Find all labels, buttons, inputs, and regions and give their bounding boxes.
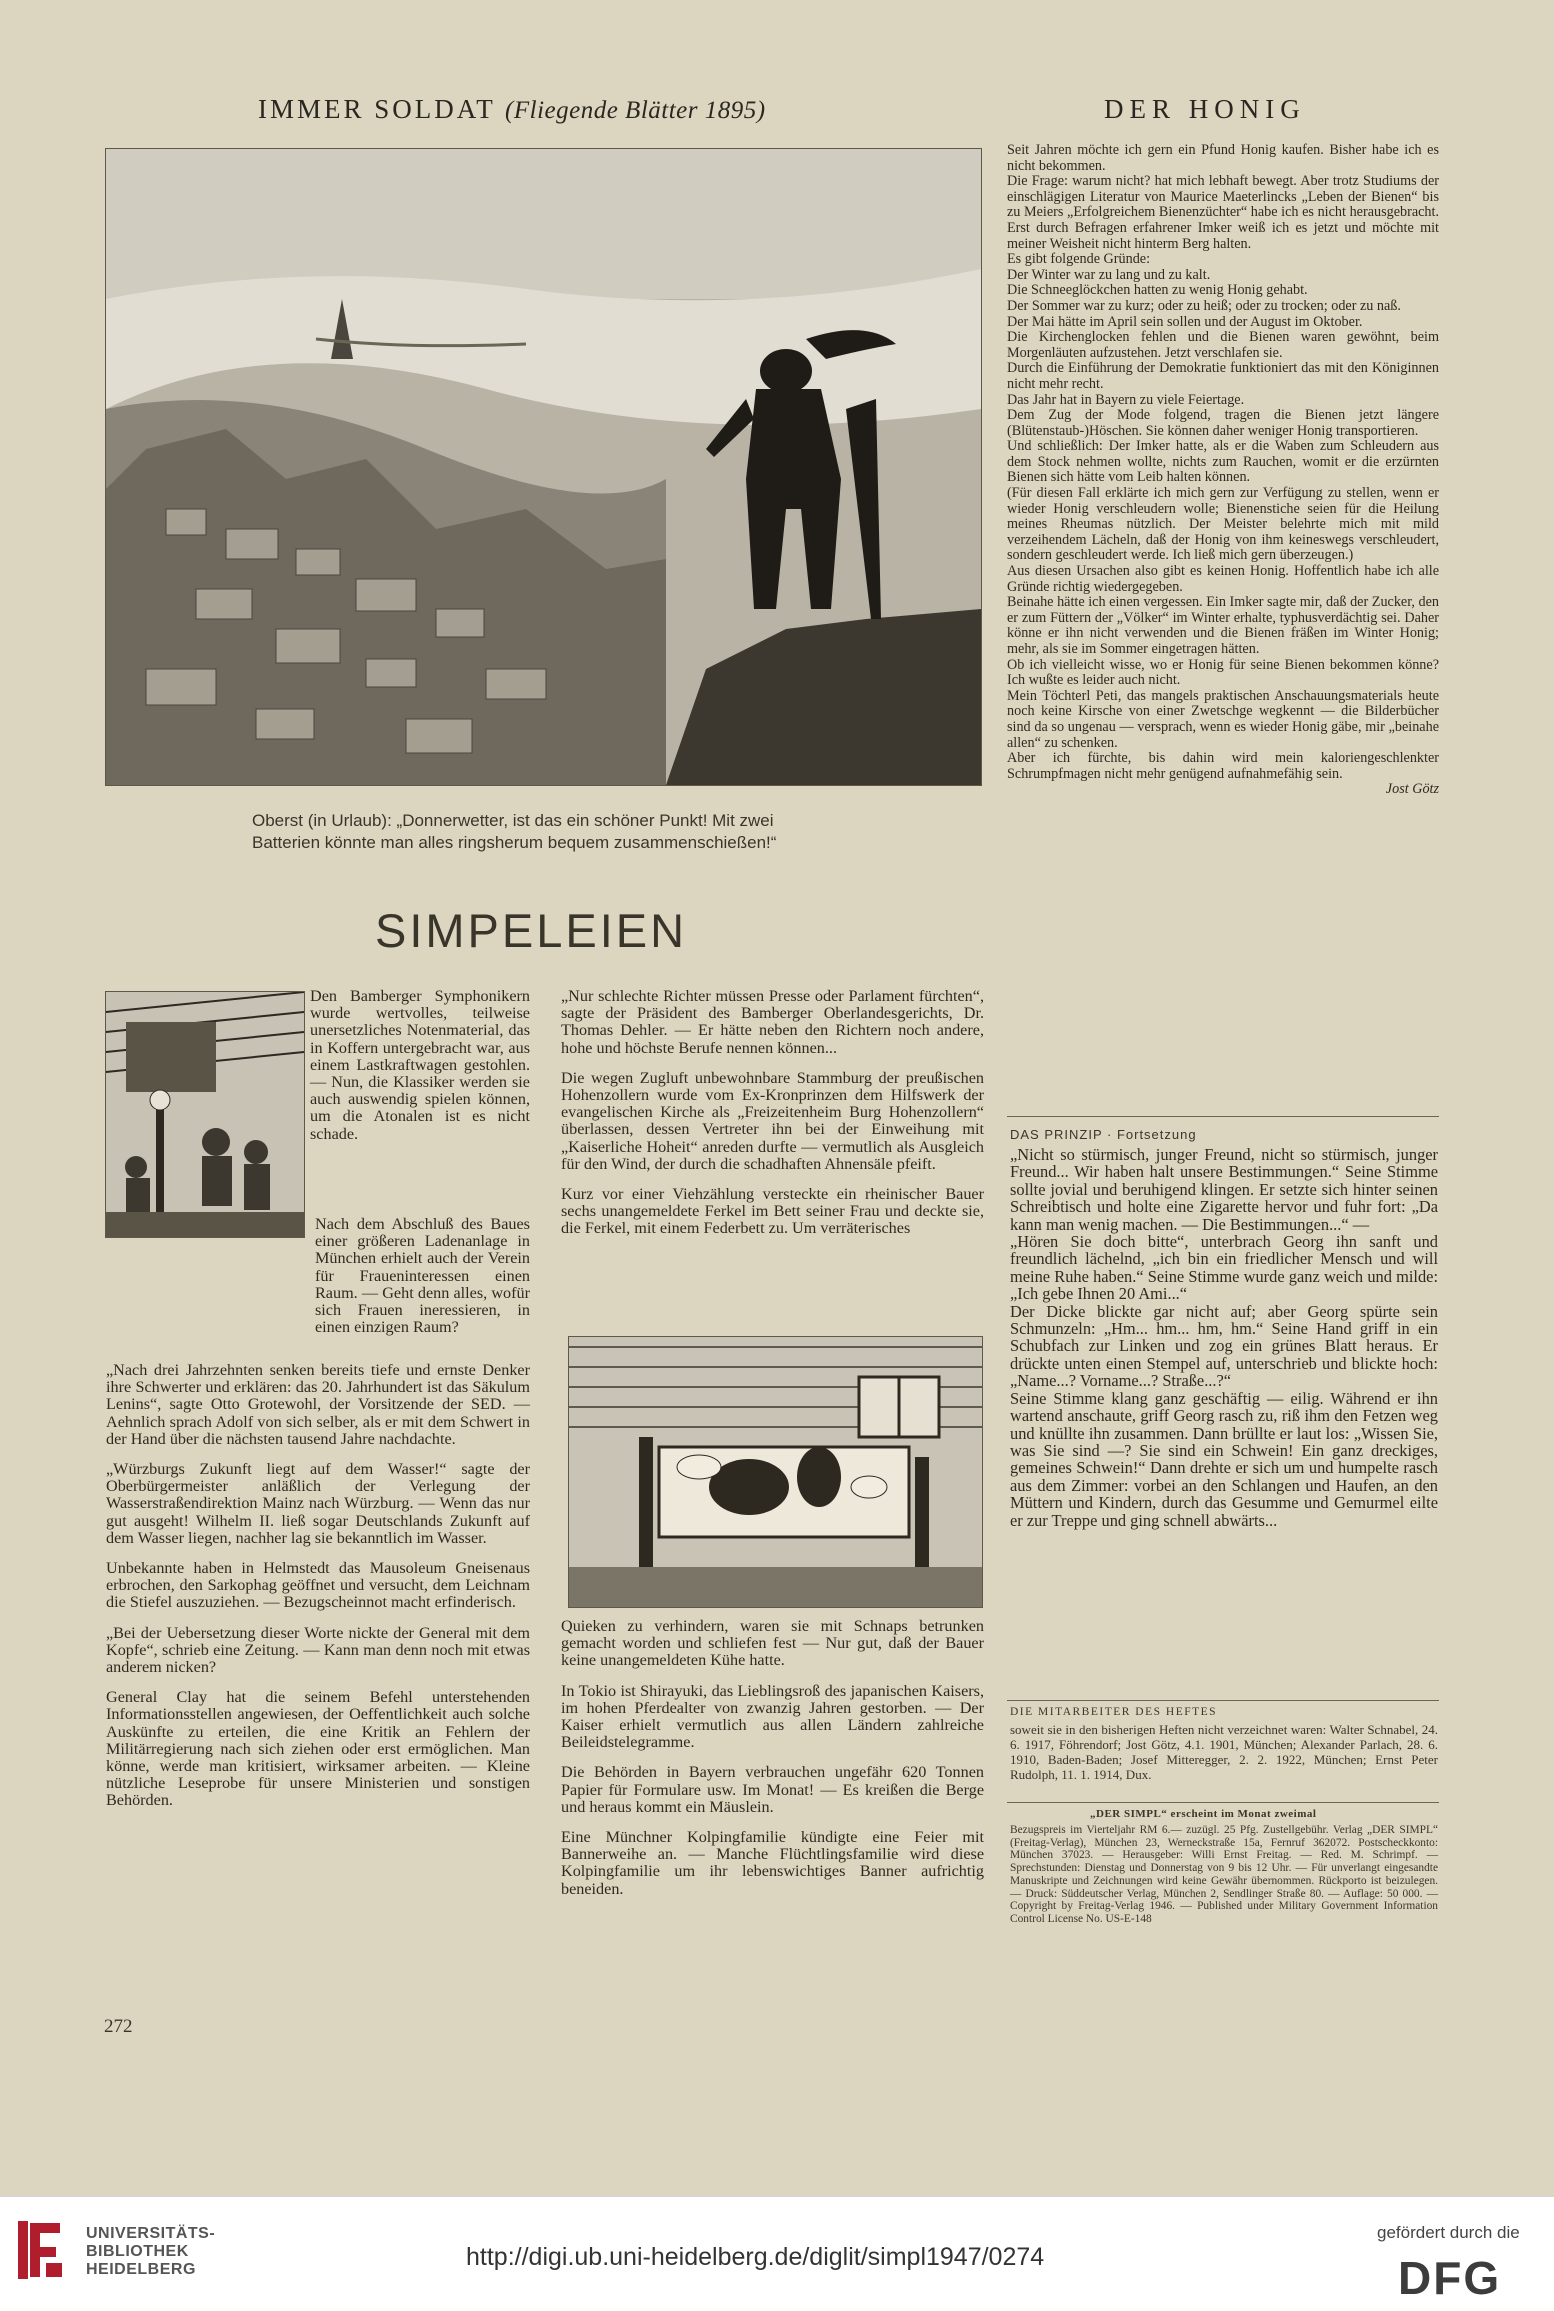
prinzip-paragraph: „Hören Sie doch bitte“, unterbrach Georg ihn sanft und freundlich lächelnd, „ich bin ein friedlicher Mensch und will meine Ruhe haben.“ Seine Stimme wurde ganz weich und milde: „Ich gebe Ihnen 20 Ami...“ [1010,1232,1438,1304]
simpeleien-item: Quieken zu verhindern, waren sie mit Schnaps betrunken gemacht worden und schliefen fest — Nur gut, daß der Bauer keine unangemeldeten Kühe hatte. [561,1617,984,1670]
prinzip-paragraph: Seine Stimme klang ganz geschäftig — eilig. Während er ihn wartend anschaute, griff Georg rasch zu, riß ihm den Fetzen weg und knüllte ihn zusammen. Dann brüllte er laut los: „Wissen Sie, was Sie sind —? Sie sind ein Schwein! Ein ganz dreckiges, gemeines Schwein!“ Dann drehte er sich um und humpelte rasch aus dem Zimmer: vorbei an den Schlangen und Haufen, an den Müttern und Kindern, durch das Gesumme und Gemurmel eilte er zur Treppe und ging schnell abwärts... [1010,1388,1438,1530]
honig-paragraph: Der Sommer war zu kurz; oder zu heiß; oder zu trocken; oder zu naß. [1007,297,1401,314]
honig-paragraph: Die Kirchenglocken fehlen und die Bienen waren gewöhnt, beim Morgenläuten aufzustehen. Jetzt verschlafen sie. [1007,329,1439,361]
simpeleien-item-fraueninteressen: Nach dem Abschluß des Baues einer größeren Ladenanlage in München erhielt auch der Verein für Fraueninteressen einen Raum. — Geht denn alles, wofür sich Frauen ineressieren, in einen einzigen Raum? [315,1215,530,1337]
woodcut-orchestra [105,991,305,1238]
header-left [258,94,766,125]
dfg-logo: DFG [1398,2252,1502,2304]
mitarbeiter-text: soweit sie in den bisherigen Heften nicht verzeichnet waren: Walter Schnabel, 24. 6. 1917, Föhrendorf; Jost Götz, 4.1. 1901, München; Alexander Parlach, 28. 6. 1910, Baden-Baden; Josef Mitteregger, 2. 2. 1922, München; Ernst Peter Rudolph, 11. 1. 1914, Dux. [1010,1722,1438,1782]
honig-paragraph: Der Winter war zu lang und zu kalt. [1007,266,1211,283]
engraving-colonel-view [105,148,982,786]
honig-paragraph: Aus diesen Ursachen also gibt es keinen Honig. Hoffentlich habe ich alle Gründe richtig wiedergegeben. [1007,563,1439,595]
simpeleien-item-symphoniker: Den Bamberger Symphonikern wurde wertvolles, teilweise unersetzliches Notenmaterial, das in Koffern untergebracht war, aus einem Lastkraftwagen gestohlen. — Nun, die Klassiker werden sie auch auswendig spielen können, um die Atonalen ist es nicht schade. [310,987,530,1143]
funding-label: gefördert durch die [1377,2223,1520,2242]
caption-line-1: Oberst (in Urlaub): „Donnerwetter, ist das ein schöner Punkt! Mit zwei [252,811,774,830]
simpeleien-column-2-bottom [561,1618,984,1911]
page-number: 272 [104,2016,133,2037]
header-right-title: DER HONIG [1104,94,1306,124]
honig-paragraph: Das Jahr hat in Bayern zu viele Feiertage. [1007,391,1245,408]
divider [1007,1700,1439,1701]
divider [1007,1116,1439,1117]
simpeleien-title: SIMPELEIEN [375,904,688,957]
simpeleien-item: „Nur schlechte Richter müssen Presse oder Parlament fürchten“, sagte der Präsident des Bamberger Oberlandesgerichts, Dr. Thomas Dehler. — Er hätte neben den Richtern noch andere, hohe und höchste Berufe nennen können... [561,987,984,1057]
university-logo-icon [16,2217,68,2283]
honig-paragraph: Durch die Einführung der Demokratie funktioniert das mit den Königinnen nicht mehr recht. [1007,360,1439,392]
honig-paragraph: Der Mai hätte im April sein sollen und der August im Oktober. [1007,313,1363,330]
university-name [86,2225,215,2279]
permalink-url[interactable]: http://digi.ub.uni-heidelberg.de/diglit/simpl1947/0274 [466,2243,1045,2271]
simpeleien-column-2-top [561,988,984,1251]
mitarbeiter-heading: DIE MITARBEITER DES HEFTES [1010,1706,1218,1718]
honig-paragraph: Es gibt folgende Gründe: [1007,251,1151,268]
honig-paragraph: (Für diesen Fall erklärte ich mich gern zur Verfügung zu stellen, wenn er wieder Honig verschleudern wolle; Bienenstiche seien für die Heilung meines Rheumas nützlich. Der Meister belehrte mich mit mild verzeihendem Lächeln, daß der Honig von ihm keineswegs verschleudert, sondern geschleudert werde. Ich ließ mich gern überzeugen.) [1007,485,1439,564]
simpeleien-item: „Würzburgs Zukunft liegt auf dem Wasser!“ sagte der Oberbürgermeister anläßlich der Verlegung der Wasserstraßendirektion Mainz nach Würzburg. — Wenn das nur gut ausgeht! Wilhelm II. ließ sogar Deutschlands Zukunft auf dem Wasser liegen, nachher lag sie bekanntlich im Wasser. [106,1460,530,1547]
divider [1007,1802,1439,1803]
simpeleien-item: In Tokio ist Shirayuki, das Lieblingsroß des japanischen Kaisers, im hohen Pferdealter von zwanzig Jahren gestorben. — Der Kaiser erhielt vermutlich aus allen Ländern zahlreiche Beileidstelegramme. [561,1681,984,1752]
honig-paragraph: Aber ich fürchte, bis dahin wird mein kaloriengeschlenkter Schrumpfmagen nicht mehr genügend aufnahmefähig sein. [1007,750,1439,782]
honig-paragraph: Mein Töchterl Peti, das mangels praktischen Anschauungsmaterials heute noch keine Kirsche von einer Zwetschge wegkennt — die Bilderbücher sind da so ungenau — versprach, wenn es wieder Honig gäbe, mir „beinahe allen“ zu schenken. [1007,687,1439,751]
simpeleien-item: „Nach drei Jahrzehnten senken bereits tiefe und ernste Denker ihre Schwerter und erklären: das 20. Jahrhundert ist das Säkulum Lenins“, sagte Otto Grotewohl, der Vorsitzende der SED. — Aehnlich sprach Adolf von sich selber, als er mit dem Schwert in der Hand über die nächsten tausend Jahre nachdachte. [106,1361,530,1448]
engraving-caption [252,810,872,854]
simpeleien-item: Unbekannte haben in Helmstedt das Mausoleum Gneisenaus erbrochen, den Sarkophag geöffnet und versucht, dem Leichnam die Stiefel auszuziehen. — Bezugscheinnot macht erfinderisch. [106,1559,530,1612]
prinzip-article [1010,1146,1438,1529]
simpeleien-item: Kurz vor einer Viehzählung versteckte ein rheinischer Bauer sechs unangemeldete Ferkel im Bett seiner Frau und deckte sie, die Ferkel, mit einem Federbett zu. Um verräterisches [561,1185,984,1238]
honig-paragraph: Ob ich vielleicht wisse, wo er Honig für seine Bienen bekommen könne? Ich wußte es leider auch nicht. [1007,656,1439,689]
impressum-heading: „DER SIMPL“ erscheint im Monat zweimal [1090,1808,1317,1820]
honig-author: Jost Götz [1385,781,1439,798]
simpeleien-column-1 [106,1362,530,1823]
woodcut-pigs-in-bed [568,1336,983,1608]
viewer-footer [0,2196,1554,2311]
honig-paragraph: Beinahe hätte ich einen vergessen. Ein Imker sagte mir, daß der Zucker, den er zum Füttern der „Völker“ im Winter erhalte, typhusverdächtig sei. Daher könne er ihn nicht verwenden und die Bienen fräßen im Winter Honig; mehr, als sie im Sommer eingetragen hätten. [1007,594,1439,657]
prinzip-heading: DAS PRINZIP · Fortsetzung [1010,1127,1197,1142]
honig-paragraph: Die Schneeglöckchen hatten zu wenig Honig gehabt. [1007,282,1308,299]
simpeleien-item: Die Behörden in Bayern verbrauchen ungefähr 620 Tonnen Papier für Formulare usw. Im Monat! — Es kreißen die Berge und heraus kommt ein Mäuslein. [561,1763,984,1816]
simpeleien-item: „Bei der Uebersetzung dieser Worte nickte der General mit dem Kopfe“, schrieb eine Zeitung. — Kann man denn noch mit etwas anderem nicken? [106,1623,530,1677]
institution-line-3: HEIDELBERG [86,2261,196,2278]
honig-article [1007,143,1439,798]
institution-line-2: BIBLIOTHEK [86,2243,189,2260]
honig-paragraph: Die Frage: warum nicht? hat mich lebhaft bewegt. Aber trotz Studiums der einschlägigen Literatur von Maurice Maeterlincks „Leben der Bienen“ bis zu Meiers „Erfolgreichem Bienenzüchter“ habe ich es nicht herausgebracht. Erst durch Befragen erfahrener Imker weiß ich es jetzt und möchte mit meiner Weisheit nicht hinterm Berg halten. [1007,173,1439,252]
simpeleien-item: General Clay hat die seinem Befehl unterstehenden Informationsstellen angewiesen, der Oeffentlichkeit auch solche Auskünfte zu erteilen, die eine Kritik an Fehlern der Militärregierung nach sich ziehen oder erst ermöglichen. Man könne, werde man kritisiert, wirksamer arbeiten. — Kleine nützliche Leseprobe für unsere Ministerien und sonstigen Behörden. [106,1688,530,1810]
simpeleien-item: Die wegen Zugluft unbewohnbare Stammburg der preußischen Hohenzollern wurde vom Ex-Kronprinzen dem Hilfswerk der evangelischen Kirche als „Freizeitenheim Burg Hohenzollern“ überlassen, dessen Vertreter ihn bei der Einweihung mit „Kaiserliche Hoheit“ anreden durfte — vermutlich als Ausgleich für den Wind, der durch die schadhaften Ahnensäle pfeift. [561,1068,984,1173]
impressum-text: Bezugspreis im Vierteljahr RM 6.— zuzügl. 25 Pfg. Zustellgebühr. Verlag „DER SIMPL“ (Freitag-Verlag), München 23, Werneckstraße 15a, Fernruf 362072. Postscheckkonto: München 37023. — Herausgeber: Willi Ernst Freitag. — Red. M. Schrimpf. — Sprechstunden: Dienstag und Donnerstag von 9 bis 12 Uhr. — Für unverlangt eingesandte Manuskripte und Zeichnungen wird keine Gewähr übernommen. Rückporto ist beizulegen. — Druck: Süddeutscher Verlag, München 2, Sendlinger Straße 80. — Auflage: 50 000. — Copyright by Freitag-Verlag 1946. — Published under Military Government Information Control License No. US-E-148 [1010,1824,1438,1925]
honig-paragraph: Dem Zug der Mode folgend, tragen die Bienen jetzt längere (Blütenstaub-)Höschen. Sie können daher weniger Honig transportieren. [1007,407,1439,439]
simpeleien-item: Eine Münchner Kolpingfamilie kündigte eine Feier mit Bannerweihe an. — Manche Flüchtlingsfamilie wird diese Kolpingfamilie um ihr lebenswichtiges Banner aufrichtig beneiden. [561,1828,984,1898]
header-left-subtitle: (Fliegende Blätter 1895) [505,97,766,124]
prinzip-paragraph: „Nicht so stürmisch, junger Freund, nicht so stürmisch, junger Freund... Wir haben halt unsere Bestimmungen.“ Seine Stimme sollte jovial und beruhigend klingen. Er setzte sich hinter seinen Schreibtisch und holte eine Zigarette hervor und fuhr fort: „Da kann man wenig machen. — Die Bestimmungen...“ — [1010,1145,1438,1234]
header-left-title: IMMER SOLDAT [258,94,496,124]
honig-paragraph: Seit Jahren möchte ich gern ein Pfund Honig kaufen. Bisher habe ich es nicht bekommen. [1007,142,1439,174]
prinzip-paragraph: Der Dicke blickte gar nicht auf; aber Georg spürte sein Schmunzeln: „Hm... hm... hm, hm.“ Seine Hand griff in ein Schubfach zur Linken und zog ein grünes Blatt heraus. Er drückte unten einen Stempel auf, unterschrieb und blickte hoch: „Name...? Vorname...? Straße...?“ [1010,1301,1438,1391]
caption-line-2: Batterien könnte man alles ringsherum bequem zusammenschießen!“ [252,833,777,852]
institution-line-1: UNIVERSITÄTS- [86,2225,216,2242]
honig-paragraph: Und schließlich: Der Imker hatte, als er die Waben zum Schleudern aus dem Stock nehmen wollte, nichts zum Rauchen, womit er die erzürnten Bienen sich hätte vom Leib halten können. [1007,438,1439,486]
